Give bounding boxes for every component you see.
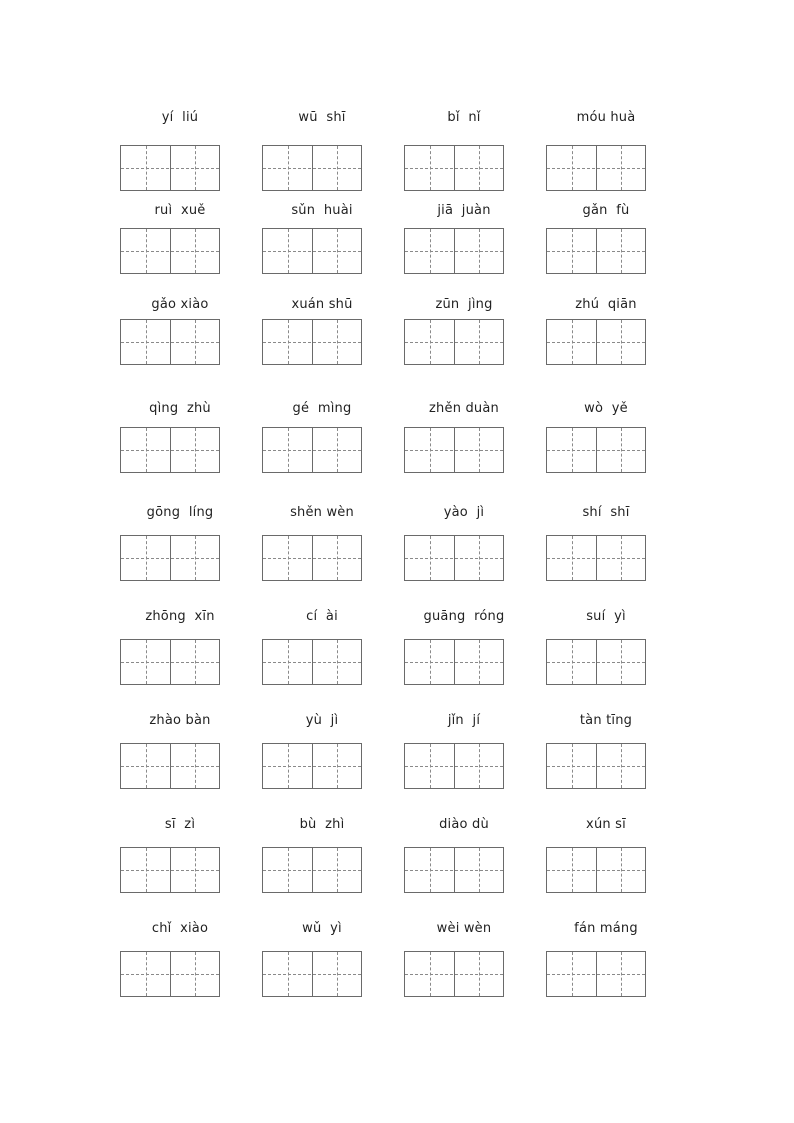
pinyin-label: diào dù: [439, 817, 489, 832]
grid-guide-horizontal: [121, 168, 219, 169]
word-item: [404, 921, 546, 1021]
grid-guide-vertical: [146, 229, 147, 273]
word-item: [404, 609, 546, 709]
word-row: [0, 921, 794, 1021]
grid-guide-horizontal: [405, 974, 503, 975]
word-item: [120, 110, 262, 210]
word-row: [0, 817, 794, 917]
grid-guide-vertical: [337, 536, 338, 580]
pinyin-label: wò yě: [584, 401, 628, 416]
word-item: [120, 609, 262, 709]
writing-grid[interactable]: [120, 145, 220, 191]
grid-guide-vertical: [621, 952, 622, 996]
writing-grid[interactable]: [546, 743, 646, 789]
word-item: [546, 921, 688, 1021]
grid-guide-vertical: [621, 744, 622, 788]
word-item: [262, 203, 404, 303]
pinyin-label: guāng róng: [423, 609, 505, 624]
grid-guide-vertical: [146, 428, 147, 472]
grid-guide-horizontal: [547, 662, 645, 663]
grid-guide-vertical: [621, 320, 622, 364]
grid-guide-horizontal: [263, 450, 361, 451]
grid-guide-horizontal: [121, 974, 219, 975]
pinyin-label: jiā juàn: [437, 203, 491, 218]
grid-guide-vertical: [337, 320, 338, 364]
word-item: [546, 297, 688, 397]
grid-guide-horizontal: [263, 662, 361, 663]
pinyin-label: wū shī: [298, 110, 346, 125]
grid-guide-vertical: [430, 848, 431, 892]
grid-guide-vertical: [146, 952, 147, 996]
grid-guide-vertical: [288, 952, 289, 996]
writing-grid[interactable]: [262, 847, 362, 893]
word-item: [546, 505, 688, 605]
grid-guide-vertical: [288, 536, 289, 580]
grid-guide-vertical: [146, 744, 147, 788]
writing-grid[interactable]: [262, 951, 362, 997]
grid-guide-horizontal: [405, 558, 503, 559]
pinyin-label: yào jì: [443, 505, 485, 520]
word-item: [546, 713, 688, 813]
grid-guide-vertical: [337, 229, 338, 273]
grid-guide-horizontal: [547, 558, 645, 559]
pinyin-label: xuán shū: [291, 297, 353, 312]
writing-grid[interactable]: [262, 228, 362, 274]
word-item: [120, 505, 262, 605]
grid-guide-vertical: [479, 229, 480, 273]
grid-guide-vertical: [479, 640, 480, 684]
grid-guide-vertical: [572, 536, 573, 580]
pinyin-label: wǔ yì: [302, 921, 342, 936]
grid-guide-horizontal: [405, 342, 503, 343]
grid-guide-horizontal: [405, 766, 503, 767]
grid-guide-horizontal: [121, 450, 219, 451]
pinyin-label: ruì xuě: [154, 203, 206, 218]
pinyin-label: jǐn jí: [447, 713, 481, 728]
grid-guide-vertical: [430, 428, 431, 472]
word-row: [0, 401, 794, 501]
pinyin-label: suí yì: [586, 609, 626, 624]
grid-guide-vertical: [337, 744, 338, 788]
grid-guide-horizontal: [547, 870, 645, 871]
writing-grid[interactable]: [546, 639, 646, 685]
pinyin-label: yù jì: [305, 713, 339, 728]
writing-grid[interactable]: [120, 427, 220, 473]
grid-guide-vertical: [146, 320, 147, 364]
grid-guide-vertical: [572, 848, 573, 892]
grid-guide-vertical: [288, 320, 289, 364]
grid-guide-vertical: [479, 744, 480, 788]
word-item: [404, 817, 546, 917]
pinyin-label: yí liú: [161, 110, 199, 125]
word-item: [546, 817, 688, 917]
writing-grid[interactable]: [546, 427, 646, 473]
grid-guide-vertical: [430, 320, 431, 364]
word-item: [546, 203, 688, 303]
writing-grid[interactable]: [262, 319, 362, 365]
writing-grid[interactable]: [262, 639, 362, 685]
grid-guide-horizontal: [547, 251, 645, 252]
grid-guide-horizontal: [121, 870, 219, 871]
grid-guide-horizontal: [121, 342, 219, 343]
grid-guide-vertical: [479, 146, 480, 190]
word-item: [546, 110, 688, 210]
grid-guide-horizontal: [121, 662, 219, 663]
grid-guide-horizontal: [263, 168, 361, 169]
pinyin-label: gé mìng: [292, 401, 352, 416]
writing-grid[interactable]: [404, 319, 504, 365]
word-item: [120, 713, 262, 813]
grid-guide-horizontal: [547, 450, 645, 451]
grid-guide-vertical: [146, 536, 147, 580]
grid-guide-vertical: [572, 744, 573, 788]
grid-guide-vertical: [621, 640, 622, 684]
pinyin-label: wèi wèn: [436, 921, 492, 936]
grid-guide-vertical: [195, 428, 196, 472]
grid-guide-horizontal: [263, 870, 361, 871]
grid-guide-horizontal: [405, 450, 503, 451]
pinyin-label: zhú qiān: [575, 297, 637, 312]
word-item: [262, 401, 404, 501]
writing-grid[interactable]: [404, 743, 504, 789]
grid-guide-vertical: [479, 952, 480, 996]
grid-guide-vertical: [195, 536, 196, 580]
grid-guide-horizontal: [547, 974, 645, 975]
word-item: [404, 401, 546, 501]
grid-guide-vertical: [479, 536, 480, 580]
writing-grid[interactable]: [120, 319, 220, 365]
word-item: [120, 817, 262, 917]
word-item: [404, 713, 546, 813]
grid-guide-vertical: [288, 229, 289, 273]
word-item: [404, 505, 546, 605]
grid-guide-vertical: [479, 848, 480, 892]
pinyin-label: gǎo xiào: [151, 297, 209, 312]
grid-guide-vertical: [146, 640, 147, 684]
pinyin-label: cí ài: [306, 609, 338, 624]
writing-grid[interactable]: [404, 145, 504, 191]
writing-grid[interactable]: [262, 535, 362, 581]
pinyin-label: xún sī: [586, 817, 626, 832]
grid-guide-horizontal: [121, 558, 219, 559]
grid-guide-vertical: [572, 229, 573, 273]
writing-grid[interactable]: [120, 535, 220, 581]
grid-guide-vertical: [621, 536, 622, 580]
writing-grid[interactable]: [120, 951, 220, 997]
grid-guide-vertical: [288, 428, 289, 472]
grid-guide-horizontal: [547, 342, 645, 343]
writing-grid[interactable]: [404, 847, 504, 893]
writing-grid[interactable]: [404, 951, 504, 997]
word-row: [0, 505, 794, 605]
word-item: [262, 713, 404, 813]
grid-guide-horizontal: [121, 766, 219, 767]
grid-guide-horizontal: [121, 251, 219, 252]
pinyin-label: gǎn fù: [582, 203, 630, 218]
grid-guide-vertical: [337, 848, 338, 892]
writing-grid[interactable]: [262, 145, 362, 191]
writing-grid[interactable]: [546, 847, 646, 893]
writing-grid[interactable]: [404, 535, 504, 581]
grid-guide-vertical: [195, 952, 196, 996]
grid-guide-vertical: [195, 848, 196, 892]
grid-guide-vertical: [572, 428, 573, 472]
word-row: [0, 713, 794, 813]
writing-grid[interactable]: [404, 427, 504, 473]
pinyin-label: zhào bàn: [149, 713, 211, 728]
grid-guide-horizontal: [263, 342, 361, 343]
grid-guide-vertical: [288, 848, 289, 892]
grid-guide-vertical: [195, 640, 196, 684]
pinyin-label: gōng líng: [146, 505, 214, 520]
grid-guide-vertical: [430, 146, 431, 190]
writing-grid[interactable]: [546, 319, 646, 365]
writing-grid[interactable]: [546, 145, 646, 191]
grid-guide-vertical: [337, 428, 338, 472]
pinyin-label: bǐ nǐ: [447, 110, 481, 125]
grid-guide-horizontal: [405, 251, 503, 252]
grid-guide-vertical: [430, 536, 431, 580]
writing-grid[interactable]: [546, 951, 646, 997]
grid-guide-vertical: [430, 952, 431, 996]
pinyin-label: zūn jìng: [435, 297, 493, 312]
word-row: [0, 110, 794, 210]
grid-guide-vertical: [430, 744, 431, 788]
grid-guide-vertical: [430, 229, 431, 273]
writing-grid[interactable]: [120, 639, 220, 685]
pinyin-label: qìng zhù: [149, 401, 211, 416]
pinyin-label: zhěn duàn: [429, 401, 499, 416]
pinyin-label: chǐ xiào: [151, 921, 209, 936]
grid-guide-vertical: [430, 640, 431, 684]
word-item: [262, 505, 404, 605]
grid-guide-vertical: [146, 146, 147, 190]
grid-guide-horizontal: [405, 870, 503, 871]
grid-guide-horizontal: [547, 168, 645, 169]
word-item: [262, 110, 404, 210]
grid-guide-vertical: [621, 848, 622, 892]
grid-guide-horizontal: [263, 974, 361, 975]
grid-guide-vertical: [288, 744, 289, 788]
grid-guide-vertical: [337, 146, 338, 190]
grid-guide-vertical: [195, 229, 196, 273]
word-item: [262, 297, 404, 397]
writing-grid[interactable]: [546, 228, 646, 274]
grid-guide-vertical: [195, 320, 196, 364]
writing-grid[interactable]: [404, 228, 504, 274]
writing-grid[interactable]: [262, 427, 362, 473]
grid-guide-vertical: [479, 320, 480, 364]
grid-guide-vertical: [195, 744, 196, 788]
pinyin-label: sī zì: [164, 817, 196, 832]
pinyin-label: sǔn huài: [291, 203, 353, 218]
pinyin-label: móu huà: [576, 110, 636, 125]
writing-grid[interactable]: [120, 743, 220, 789]
pinyin-label: zhōng xīn: [145, 609, 215, 624]
grid-guide-vertical: [288, 146, 289, 190]
grid-guide-vertical: [572, 640, 573, 684]
word-item: [262, 921, 404, 1021]
grid-guide-vertical: [146, 848, 147, 892]
grid-guide-vertical: [337, 952, 338, 996]
grid-guide-vertical: [572, 952, 573, 996]
word-item: [404, 110, 546, 210]
grid-guide-horizontal: [405, 168, 503, 169]
writing-grid[interactable]: [404, 639, 504, 685]
word-item: [262, 817, 404, 917]
word-item: [262, 609, 404, 709]
grid-guide-vertical: [572, 146, 573, 190]
word-row: [0, 203, 794, 303]
grid-guide-vertical: [479, 428, 480, 472]
grid-guide-horizontal: [263, 766, 361, 767]
word-item: [120, 921, 262, 1021]
writing-grid[interactable]: [120, 847, 220, 893]
word-row: [0, 609, 794, 709]
word-item: [546, 401, 688, 501]
pinyin-label: tàn tīng: [579, 713, 633, 728]
grid-guide-horizontal: [263, 251, 361, 252]
word-item: [404, 297, 546, 397]
grid-guide-horizontal: [547, 766, 645, 767]
grid-guide-horizontal: [405, 662, 503, 663]
grid-guide-vertical: [621, 229, 622, 273]
word-item: [120, 401, 262, 501]
writing-grid[interactable]: [120, 228, 220, 274]
grid-guide-vertical: [621, 146, 622, 190]
pinyin-label: fán máng: [574, 921, 638, 936]
pinyin-label: shí shī: [582, 505, 630, 520]
grid-guide-vertical: [572, 320, 573, 364]
grid-guide-vertical: [288, 640, 289, 684]
word-item: [546, 609, 688, 709]
word-item: [120, 297, 262, 397]
writing-grid[interactable]: [546, 535, 646, 581]
grid-guide-vertical: [621, 428, 622, 472]
grid-guide-horizontal: [263, 558, 361, 559]
word-row: [0, 297, 794, 397]
word-item: [120, 203, 262, 303]
pinyin-label: shěn wèn: [290, 505, 354, 520]
pinyin-label: bù zhì: [299, 817, 345, 832]
grid-guide-vertical: [195, 146, 196, 190]
word-item: [404, 203, 546, 303]
writing-grid[interactable]: [262, 743, 362, 789]
grid-guide-vertical: [337, 640, 338, 684]
